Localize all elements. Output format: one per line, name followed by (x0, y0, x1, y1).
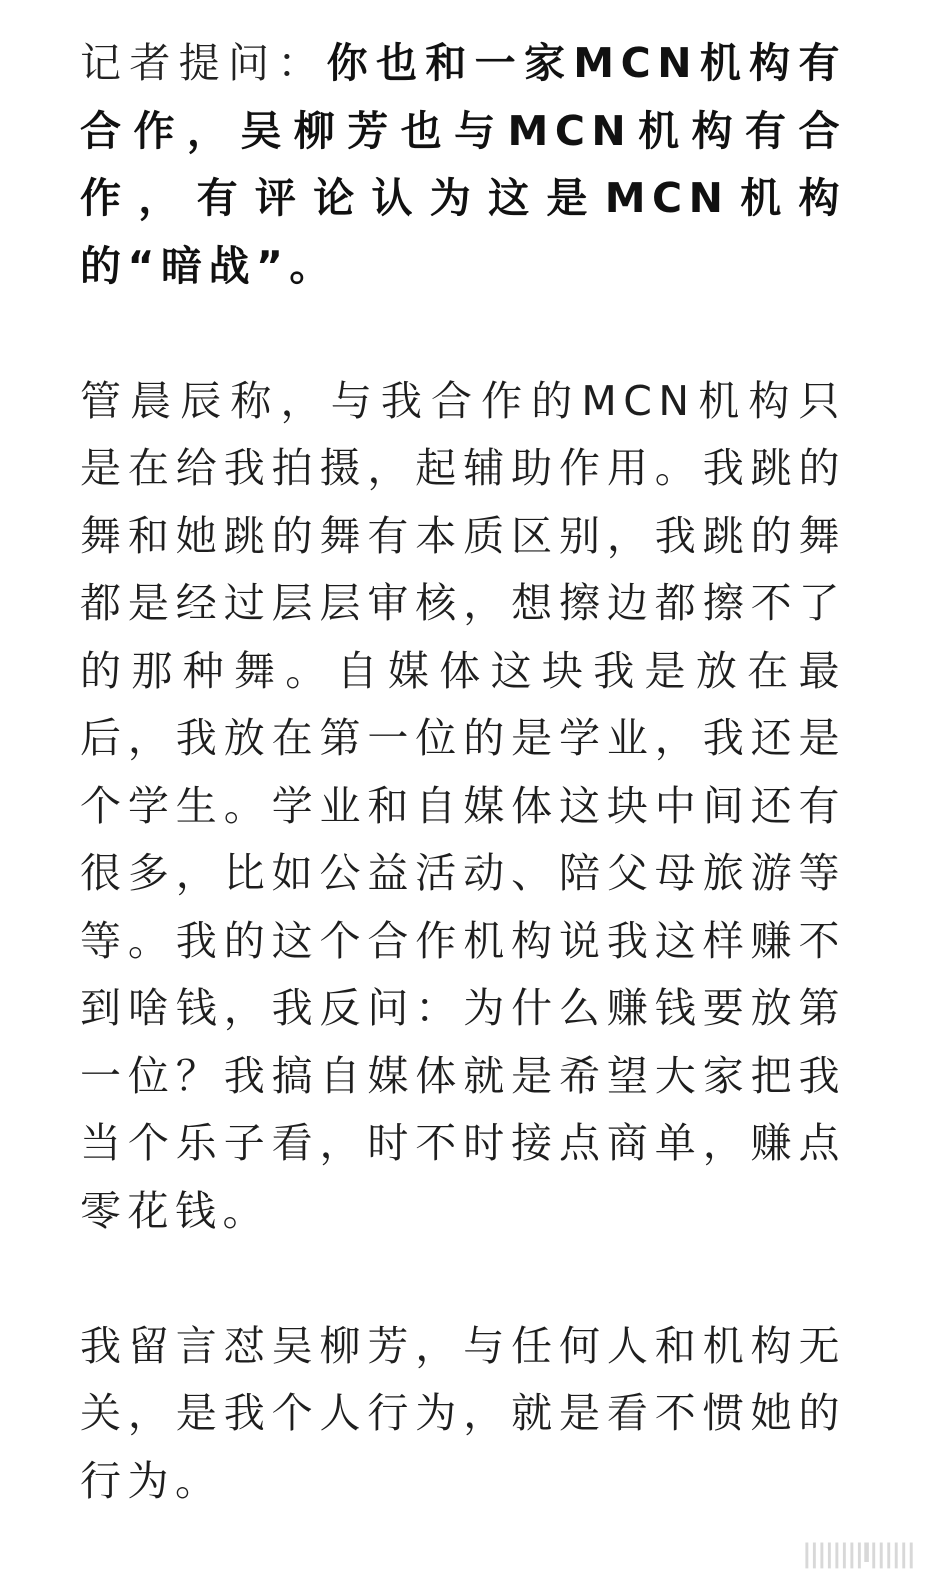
question-text: 你也和一家MCN机构有合作，吴柳芳也与MCN机构有合作，有评论认为这是MCN机构的“暗战”。 (80, 39, 847, 290)
article-body (80, 30, 846, 1515)
closing-paragraph: 我留言怼吴柳芳，与任何人和机构无关，是我个人行为，就是看不惯她的行为。 (80, 1321, 846, 1505)
question-lead: 记者提问： (80, 39, 327, 87)
watermark-logo: ||||||||l|||||| (802, 1539, 914, 1569)
answer-paragraph: 管晨辰称，与我合作的MCN机构只是在给我拍摄，起辅助作用。我跳的舞和她跳的舞有本质区别，我跳的舞都是经过层层审核，想擦边都擦不了的那种舞。自媒体这块我是放在最后，我放在第一位的是学业，我还是个学生。学业和自媒体这块中间还有很多，比如公益活动、陪父母旅游等等。我的这个合作机构说我这样赚不到啥钱，我反问：为什么赚钱要放第一位？我搞自媒体就是希望大家把我当个乐子看，时不时接点商单，赚点零花钱。 (80, 376, 846, 1235)
question-paragraph (80, 30, 846, 300)
